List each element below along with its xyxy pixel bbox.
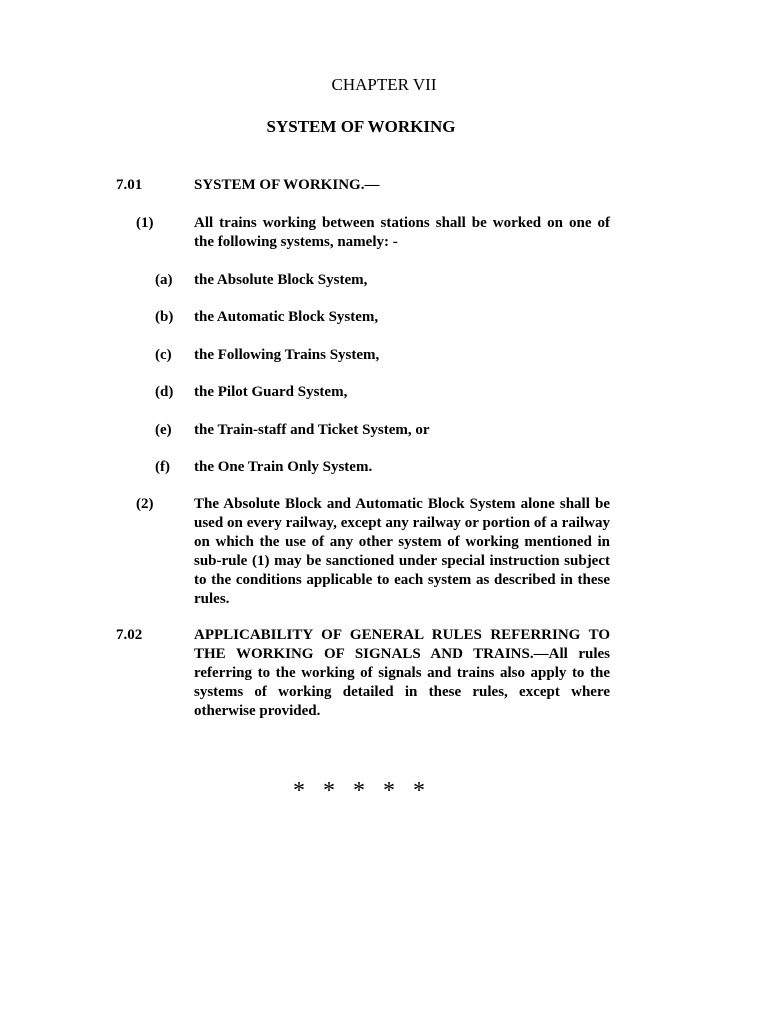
list-item-label: (b) [155,309,174,325]
list-item-text: the Automatic Block System, [194,309,379,325]
sub-rule-text: The Absolute Block and Automatic Block System alone shall be used on every railway, except any railway or portion of a railway on which the use of any other system of working mentioned in sub-rule (1) may be sanctioned under special instruction subject to the conditions applicable to each system as described in these rules. [194,496,610,607]
sub-rule-label: (2) [136,496,154,512]
end-mark: * * * * * [293,778,431,804]
list-item-text: the One Train Only System. [194,459,373,475]
rule-number: 7.02 [116,627,143,643]
list-item-label: (e) [155,422,172,438]
list-item-label: (f) [155,459,170,475]
sub-rule-text: All trains working between stations shall be worked on one of the following systems, namely: - [194,215,610,250]
rule-paragraph [194,626,610,721]
chapter-heading: CHAPTER VII [331,75,437,94]
list-item-text: the Absolute Block System, [194,272,368,288]
list-item-text: the Following Trains System, [194,347,380,363]
list-item-label: (a) [155,272,173,288]
page-title: SYSTEM OF WORKING [266,117,456,136]
rule-number: 7.01 [116,177,143,193]
sub-rule-label: (1) [136,215,154,231]
list-item-text: the Pilot Guard System, [194,384,348,400]
list-item-label: (c) [155,347,172,363]
list-item-text: the Train-staff and Ticket System, or [194,422,430,438]
rule-body-text: —All rules referring to the working of signals and trains also apply to the systems of working detailed in these rules, except where otherwise provided. [194,646,610,719]
list-item-label: (d) [155,384,174,400]
rule-heading: APPLICABILITY OF GENERAL RULES REFERRING TO THE WORKING OF SIGNALS AND TRAINS. [194,627,610,662]
rule-heading: SYSTEM OF WORKING.— [194,177,380,193]
